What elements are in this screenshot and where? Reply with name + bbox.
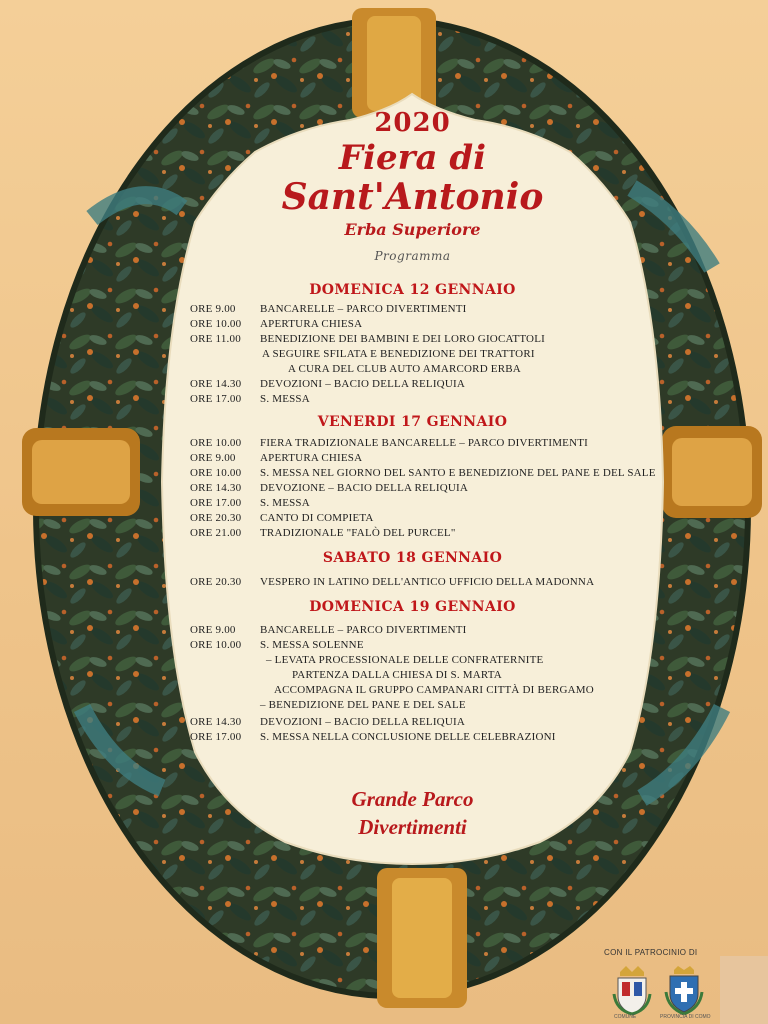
schedule-row: ORE 10.00 FIERA TRADIZIONALE BANCARELLE – PARCO DIVERTIMENTI — [190, 437, 589, 449]
schedule-row: ORE 10.00 S. MESSA SOLENNE — [190, 639, 364, 651]
municipal-crest-icon — [612, 964, 652, 1016]
event-title-line1: Fiera di — [338, 138, 487, 178]
schedule-continuation: – LEVATA PROCESSIONALE DELLE CONFRATERNITE — [266, 654, 544, 666]
schedule-row: ORE 20.30 VESPERO IN LATINO DELL'ANTICO UFFICIO DELLA MADONNA — [190, 576, 595, 588]
day-heading-saturday-18: SABATO 18 GENNAIO — [322, 550, 503, 566]
crest1-label: COMUNE — [614, 1014, 637, 1020]
program-content — [160, 92, 665, 867]
schedule-row: ORE 17.00 S. MESSA — [190, 497, 310, 509]
event-year: 2020 — [374, 108, 451, 138]
patronage-label: CON IL PATROCINIO DI — [604, 948, 698, 957]
schedule-continuation: A SEGUIRE SFILATA E BENEDIZIONE DEI TRATTORI — [262, 348, 535, 360]
event-title-line2: Sant'Antonio — [281, 176, 544, 218]
schedule-row: ORE 11.00 BENEDIZIONE DEI BAMBINI E DEI LORO GIOCATTOLI — [190, 333, 545, 345]
schedule-continuation: PARTENZA DALLA CHIESA DI S. MARTA — [292, 669, 502, 681]
day-heading-sunday-12: DOMENICA 12 GENNAIO — [309, 282, 516, 298]
day-heading-sunday-19: DOMENICA 19 GENNAIO — [309, 599, 516, 615]
program-heading: Programma — [374, 249, 451, 263]
schedule-row: ORE 14.30 DEVOZIONE – BACIO DELLA RELIQUIA — [190, 482, 469, 494]
schedule-continuation: ACCOMPAGNA IL GRUPPO CAMPANARI CITTÀ DI BERGAMO — [274, 684, 594, 696]
schedule-row: ORE 14.30 DEVOZIONI – BACIO DELLA RELIQUIA — [190, 716, 465, 728]
schedule-row: ORE 21.00 TRADIZIONALE "FALÒ DEL PURCEL" — [190, 527, 456, 539]
schedule-row: ORE 10.00 APERTURA CHIESA — [190, 318, 363, 330]
schedule-row: ORE 9.00 APERTURA CHIESA — [190, 452, 363, 464]
schedule-row: ORE 20.30 CANTO DI COMPIETA — [190, 512, 374, 524]
schedule-row: ORE 10.00 S. MESSA NEL GIORNO DEL SANTO E BENEDIZIONE DEL PANE E DEL SALE — [190, 467, 656, 479]
footer-line2: Divertimenti — [358, 815, 467, 839]
day-heading-friday-17: VENERDI 17 GENNAIO — [317, 414, 508, 430]
event-subtitle: Erba Superiore — [344, 220, 481, 239]
crest2-label: PROVINCIA DI COMO — [660, 1014, 711, 1020]
province-crest-icon — [664, 964, 704, 1016]
schedule-row: ORE 17.00 S. MESSA — [190, 393, 310, 405]
schedule-continuation: A CURA DEL CLUB AUTO AMARCORD ERBA — [288, 363, 521, 375]
footer-line1: Grande Parco — [351, 787, 474, 811]
schedule-row: ORE 14.30 DEVOZIONI – BACIO DELLA RELIQUIA — [190, 378, 465, 390]
schedule-continuation: – BENEDIZIONE DEL PANE E DEL SALE — [260, 699, 466, 711]
schedule-row: ORE 9.00 BANCARELLE – PARCO DIVERTIMENTI — [190, 624, 467, 636]
paper-corner — [720, 956, 768, 1024]
schedule-row: ORE 9.00 BANCARELLE – PARCO DIVERTIMENTI — [190, 303, 467, 315]
schedule-row: ORE 17.00 S. MESSA NELLA CONCLUSIONE DELLE CELEBRAZIONI — [190, 731, 556, 743]
